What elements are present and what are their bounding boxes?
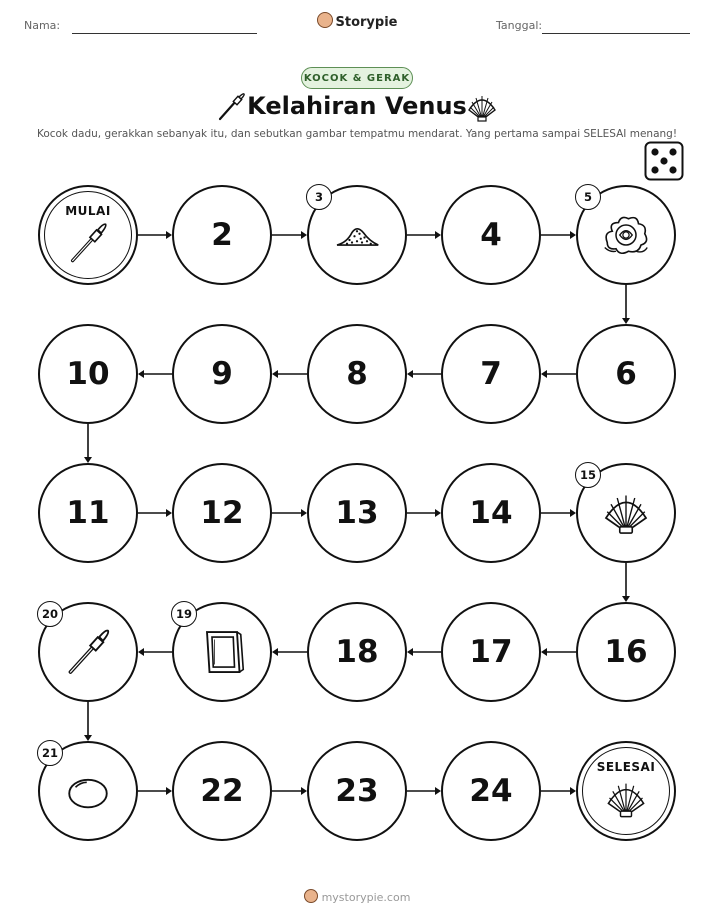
name-label: Nama:: [24, 19, 61, 32]
board-space-16[interactable]: [576, 602, 676, 702]
space-number-badge: 5: [575, 184, 601, 210]
category-badge: KOCOK & GERAK: [301, 67, 413, 89]
space-number: 6: [615, 356, 637, 392]
space-number: 12: [200, 495, 244, 531]
board-space-15[interactable]: [576, 463, 676, 563]
space-number: 11: [66, 495, 110, 531]
page-title: Kelahiran Venus: [247, 92, 467, 120]
space-number: 8: [346, 356, 368, 392]
space-number: 4: [480, 217, 502, 253]
footer-url: mystorypie.com: [321, 891, 411, 904]
board-space-3[interactable]: [307, 185, 407, 285]
date-label: Tanggal:: [496, 19, 543, 32]
brand-name: Storypie: [335, 15, 398, 30]
arrowhead: [138, 648, 144, 656]
space-number: 24: [469, 773, 513, 809]
board-space-18[interactable]: [307, 602, 407, 702]
board-space-22[interactable]: [172, 741, 272, 841]
board-space-17[interactable]: [441, 602, 541, 702]
board-space-5[interactable]: [576, 185, 676, 285]
space-number: 7: [480, 356, 502, 392]
arrowhead: [407, 370, 413, 378]
board-space-7[interactable]: [441, 324, 541, 424]
bear-logo-icon: [304, 889, 318, 903]
paintbrush-icon: [66, 221, 110, 265]
arrowhead: [407, 648, 413, 656]
board-space-10[interactable]: [38, 324, 138, 424]
space-number: 17: [469, 634, 513, 670]
paintbrush-icon: [63, 627, 113, 677]
board-space-8[interactable]: [307, 324, 407, 424]
arrowhead: [272, 370, 278, 378]
space-number-badge: 3: [306, 184, 332, 210]
space-number: 13: [335, 495, 379, 531]
board-space-20[interactable]: [38, 602, 138, 702]
arrowhead: [138, 370, 144, 378]
board-space-14[interactable]: [441, 463, 541, 563]
start-space[interactable]: [38, 185, 138, 285]
space-number-badge: 21: [37, 740, 63, 766]
space-number-badge: 20: [37, 601, 63, 627]
board-space-6[interactable]: [576, 324, 676, 424]
space-number: 18: [335, 634, 379, 670]
instructions: Kocok dadu, gerakkan sebanyak itu, dan sebutkan gambar tempatmu mendarat. Yang pertama sampai SELESAI menang!: [36, 128, 678, 140]
footer: [0, 889, 714, 904]
seashell-icon: [601, 488, 651, 538]
space-number: 10: [66, 356, 110, 392]
space-number: 22: [200, 773, 244, 809]
space-number-badge: 19: [171, 601, 197, 627]
sand-pile-icon: [332, 210, 382, 260]
board-space-19[interactable]: [172, 602, 272, 702]
space-number-badge: 15: [575, 462, 601, 488]
board-space-23[interactable]: [307, 741, 407, 841]
board-space-4[interactable]: [441, 185, 541, 285]
finish-label: SELESAI: [596, 760, 656, 774]
space-number: 2: [211, 217, 233, 253]
arrowhead: [541, 370, 547, 378]
space-number: 14: [469, 495, 513, 531]
board-space-9[interactable]: [172, 324, 272, 424]
canvas-frame-icon: [197, 627, 247, 677]
arrowhead: [541, 648, 547, 656]
pearl-icon: [63, 766, 113, 816]
board-space-21[interactable]: [38, 741, 138, 841]
board-space-11[interactable]: [38, 463, 138, 563]
board-space-24[interactable]: [441, 741, 541, 841]
space-number: 9: [211, 356, 233, 392]
board-space-2[interactable]: [172, 185, 272, 285]
board-space-13[interactable]: [307, 463, 407, 563]
rose-icon: [601, 210, 651, 260]
finish-space[interactable]: [576, 741, 676, 841]
space-number: 16: [604, 634, 648, 670]
start-label: MULAI: [65, 204, 111, 218]
space-number: 23: [335, 773, 379, 809]
seashell-icon: [604, 777, 648, 821]
board-space-12[interactable]: [172, 463, 272, 563]
arrowhead: [272, 648, 278, 656]
